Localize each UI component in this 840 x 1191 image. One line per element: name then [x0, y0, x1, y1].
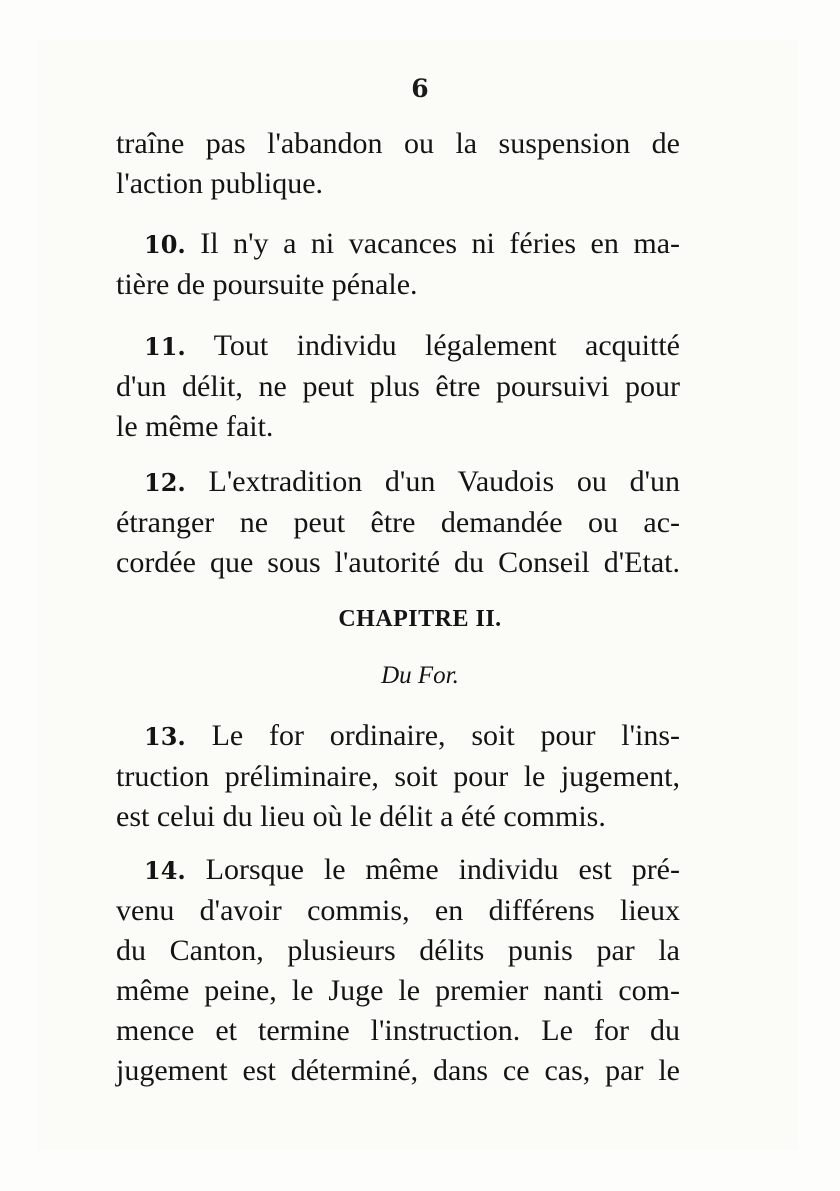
- article-13-number: 13.: [144, 722, 186, 751]
- article-11-line-2: d'un délit, ne peut plus être poursuivi pour: [116, 370, 680, 403]
- article-11-first-text: Tout individu légalement acquitté: [213, 329, 680, 362]
- article-12-line-2: étranger ne peut être demandée ou ac-: [116, 506, 680, 539]
- article-10-line-2: tière de poursuite pénale.: [116, 268, 418, 301]
- article-11-first-line: [116, 326, 680, 367]
- article-14-line-5: mence et termine l'instruction. Le for du: [116, 1014, 680, 1047]
- article-13-line-3: est celui du lieu où le délit a été commis.: [116, 800, 606, 833]
- continuation-line-1: [116, 124, 680, 164]
- page-number: 6: [411, 74, 429, 103]
- continuation-paragraph: [116, 124, 680, 204]
- article-14-line-4: même peine, le Juge le premier nanti com-: [116, 974, 680, 1007]
- article-13-first-text: Le for ordinaire, soit pour l'ins-: [211, 719, 680, 752]
- article-10-first-text: Il n'y a ni vacances ni féries en ma-: [200, 227, 681, 260]
- article-14-line-6: jugement est déterminé, dans ce cas, par le: [116, 1054, 680, 1087]
- article-12: [116, 462, 680, 583]
- article-11-number: 11.: [144, 332, 186, 361]
- article-12-number: 12.: [144, 468, 186, 497]
- article-11: [116, 326, 680, 447]
- article-14-number: 14.: [144, 856, 186, 885]
- continuation-line-1-text: traîne pas l'abandon ou la suspension de: [116, 127, 680, 160]
- article-14-line-3: du Canton, plusieurs délits punis par la: [116, 934, 680, 967]
- article-13: [116, 716, 680, 837]
- chapter-subtitle: Du For.: [381, 662, 459, 689]
- article-10-first-line: [116, 224, 680, 265]
- continuation-line-2: l'action publique.: [116, 167, 324, 200]
- article-12-first-line: [116, 462, 680, 503]
- article-14-line-2: venu d'avoir commis, en différens lieux: [116, 894, 680, 927]
- article-14: [116, 850, 680, 1091]
- article-14-first-text: Lorsque le même individu est pré-: [205, 853, 680, 886]
- article-12-first-text: L'extradition d'un Vaudois ou d'un: [208, 465, 681, 498]
- article-13-line-2: truction préliminaire, soit pour le jugement,: [116, 760, 680, 793]
- chapter-title: CHAPITRE II.: [338, 606, 502, 632]
- article-10-number: 10.: [144, 230, 186, 259]
- article-13-first-line: [116, 716, 680, 757]
- article-10: [116, 224, 680, 305]
- article-12-line-3: cordée que sous l'autorité du Conseil d'Etat.: [116, 546, 680, 579]
- article-11-line-3: le même fait.: [116, 410, 274, 443]
- article-14-first-line: [116, 850, 680, 891]
